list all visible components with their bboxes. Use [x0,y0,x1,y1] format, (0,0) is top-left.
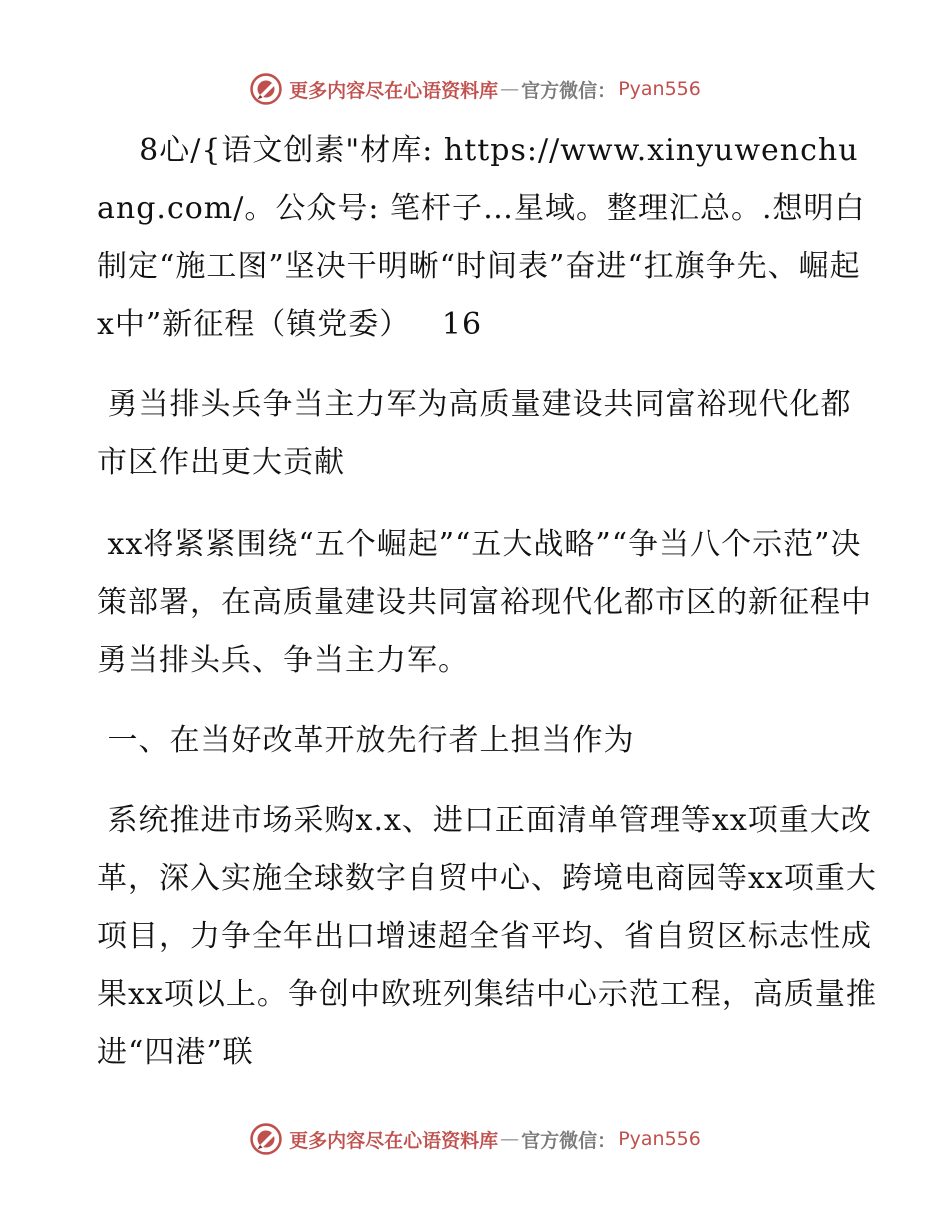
watermark-wechat-id: Pyan556 [618,1128,701,1150]
header-watermark [0,72,950,106]
watermark-label: 官方微信： [521,79,617,102]
document-heading-paragraph: 8心/{语文创素"材库: https://www.xinyuwenchuang.com/。公众号: 笔杆子…星域。整理汇总。.想明白制定“施工图”坚决干明晰“时间表”奋进“扛旗争先、崛起x中”新征程（镇党委） 16 [97,133,866,342]
watermark-wechat-id: Pyan556 [618,78,701,100]
watermark-separator: — [500,1128,520,1150]
document-body [97,122,877,1082]
watermark-text: 更多内容尽在心语资料库 [289,1129,499,1152]
article-title: 勇当排头兵争当主力军为高质量建设共同富裕现代化都市区作出更大贡献 [97,387,852,480]
section-heading-1: 一、在当好改革开放先行者上担当作为 [97,723,635,758]
pen-logo-icon [249,1122,283,1156]
pen-logo-icon [249,72,283,106]
watermark-separator: — [500,78,520,100]
section-1-paragraph: 系统推进市场采购x.x、进口正面清单管理等xx项重大改革，深入实施全球数字自贸中心、跨境电商园等xx项重大项目，力争全年出口增速超全省平均、省自贸区标志性成果xx项以上。争创中欧班列集结中心示范工程，高质量推进“四港”联 [97,803,877,1070]
watermark-label: 官方微信： [521,1129,617,1152]
intro-paragraph: xx将紧紧围绕“五个崛起”“五大战略”“争当八个示范”决策部署，在高质量建设共同富裕现代化都市区的新征程中勇当排头兵、争当主力军。 [97,527,872,678]
watermark-text: 更多内容尽在心语资料库 [289,79,499,102]
footer-watermark [0,1122,950,1156]
